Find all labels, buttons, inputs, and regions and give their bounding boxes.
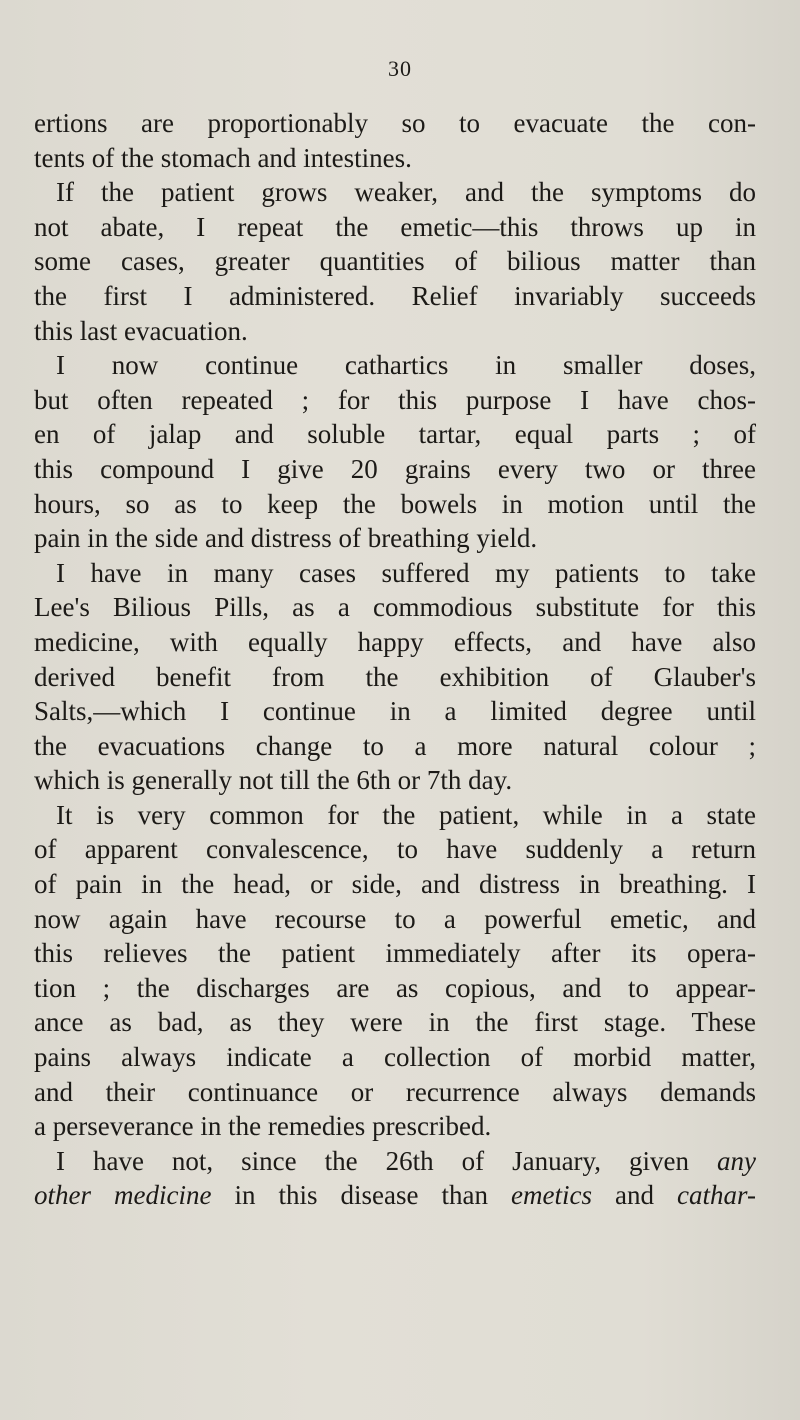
page-number: 30 (388, 56, 412, 81)
text-line: pain in the side and distress of breathing yield. (34, 523, 538, 554)
text-line: a perseverance in the remedies prescribed. (34, 1111, 492, 1142)
text-line: derived benefit from the exhibition of Glauber's (34, 661, 756, 692)
text-line: I have not, since the 26th of January, given any (56, 1145, 756, 1176)
text-line: other medicine in this disease than emetics and cathar- (34, 1180, 756, 1211)
text-line: the first I administered. Relief invariably succeeds (34, 280, 756, 311)
text-line: which is generally not till the 6th or 7th day. (34, 765, 513, 796)
text-line: tents of the stomach and intestines. (34, 142, 412, 173)
text-line: tion ; the discharges are as copious, and to appear- (34, 972, 756, 1003)
text-line: medicine, with equally happy effects, and have also (34, 626, 756, 657)
text-line: Salts,—which I continue in a limited degree until (34, 696, 756, 727)
text-line: of pain in the head, or side, and distress in breathing. I (34, 869, 756, 900)
text-line: I have in many cases suffered my patients to take (56, 557, 756, 588)
text-line: en of jalap and soluble tartar, equal parts ; of (34, 419, 756, 450)
text-line: It is very common for the patient, while in a state (56, 799, 756, 830)
text-line: some cases, greater quantities of bilious matter than (34, 246, 756, 277)
text-line: ance as bad, as they were in the first stage. These (34, 1007, 756, 1038)
text-line: but often repeated ; for this purpose I have chos- (34, 384, 756, 415)
text-line: I now continue cathartics in smaller doses, (56, 350, 756, 381)
text-line: this relieves the patient immediately after its opera- (34, 938, 756, 969)
body-text (34, 106, 756, 1213)
text-line: ertions are proportionably so to evacuate the con- (34, 108, 756, 138)
text-line: this last evacuation. (34, 315, 248, 346)
text-line: pains always indicate a collection of morbid matter, (34, 1042, 756, 1073)
text-line: and their continuance or recurrence always demands (34, 1076, 756, 1107)
text-line: of apparent convalescence, to have suddenly a return (34, 834, 756, 865)
text-line: not abate, I repeat the emetic—this throws up in (34, 211, 756, 242)
text-line: now again have recourse to a powerful emetic, and (34, 903, 756, 934)
text-line: Lee's Bilious Pills, as a commodious substitute for this (34, 592, 756, 623)
text-line: If the patient grows weaker, and the symptoms do (56, 177, 756, 208)
text-line: hours, so as to keep the bowels in motion until the (34, 488, 756, 519)
text-line: the evacuations change to a more natural colour ; (34, 730, 756, 761)
text-line: this compound I give 20 grains every two or three (34, 453, 756, 484)
